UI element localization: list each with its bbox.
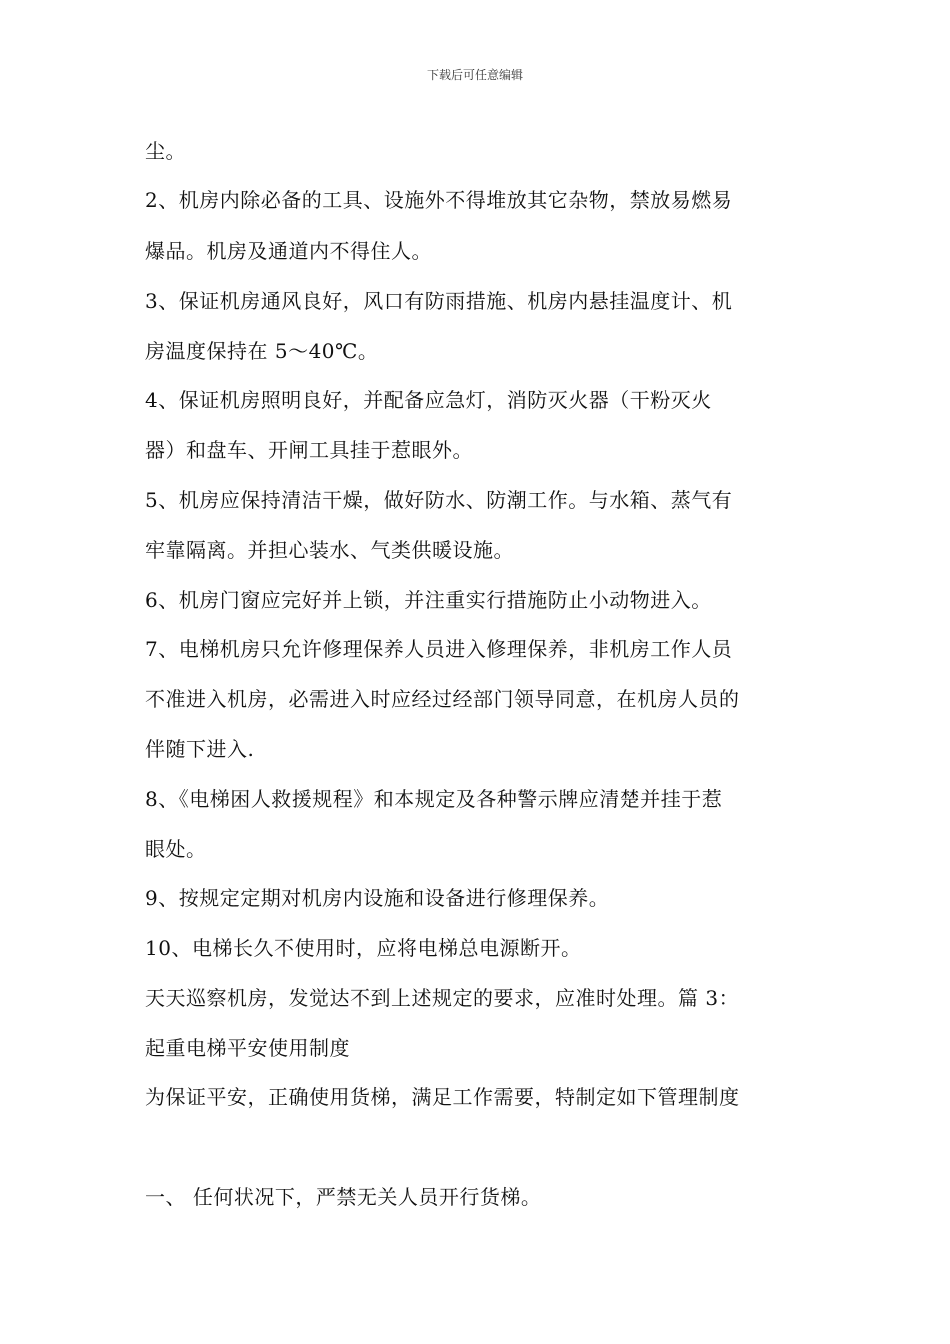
body-line: 7、电梯机房只允许修理保养人员进入修理保养，非机房工作人员 — [145, 637, 733, 661]
body-line: 天天巡察机房，发觉达不到上述规定的要求，应准时处理。篇 3： — [145, 986, 740, 1010]
body-line: 8、《电梯困人救援规程》和本规定及各种警示牌应清楚并挂于惹 — [145, 787, 723, 811]
body-line: 眼处。 — [145, 837, 207, 861]
body-line: 4、保证机房照明良好，并配备应急灯，消防灭火器（干粉灭火 — [145, 388, 712, 412]
body-line: 一、 任何状况下，严禁无关人员开行货梯。 — [145, 1185, 542, 1209]
body-line: 爆品。机房及通道内不得住人。 — [145, 239, 432, 263]
body-line: 不准进入机房，必需进入时应经过经部门领导同意，在机房人员的 — [145, 687, 740, 711]
body-line: 9、按规定定期对机房内设施和设备进行修理保养。 — [145, 886, 610, 910]
body-line: 3、保证机房通风良好，风口有防雨措施、机房内悬挂温度计、机 — [145, 289, 733, 313]
body-line: 10、电梯长久不使用时，应将电梯总电源断开。 — [145, 936, 582, 960]
page-header: 下载后可任意编辑 — [426, 68, 523, 82]
body-line: 尘。 — [145, 139, 186, 163]
body-line: 器）和盘车、开闸工具挂于惹眼外。 — [145, 438, 473, 462]
body-line: 牢靠隔离。并担心装水、气类供暖设施。 — [145, 538, 514, 562]
body-line: 6、机房门窗应完好并上锁，并注重实行措施防止小动物进入。 — [145, 588, 712, 612]
body-line: 5、机房应保持清洁干燥，做好防水、防潮工作。与水箱、蒸气有 — [145, 488, 733, 512]
body-line: 房温度保持在 5～40℃。 — [145, 339, 379, 363]
body-line: 2、机房内除必备的工具、设施外不得堆放其它杂物，禁放易燃易 — [145, 188, 733, 212]
body-line: 为保证平安，正确使用货梯，满足工作需要，特制定如下管理制度 — [145, 1085, 740, 1109]
body-line: 伴随下进入. — [145, 737, 255, 761]
section-title: 起重电梯平安使用制度 — [145, 1036, 350, 1060]
